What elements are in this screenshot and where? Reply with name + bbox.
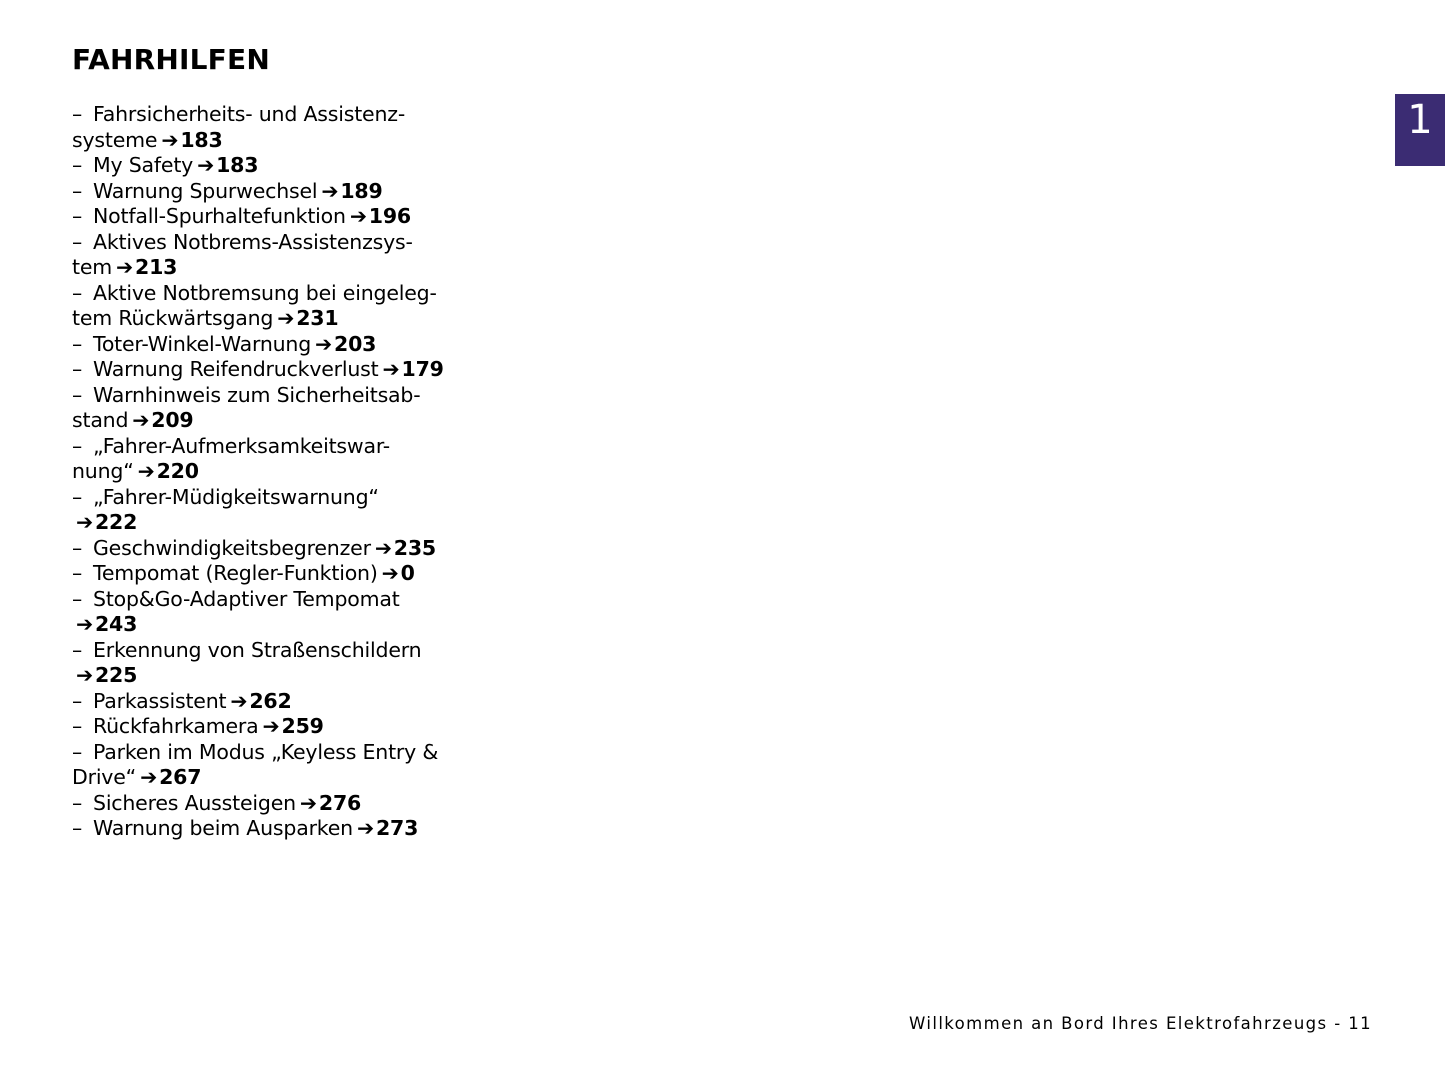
toc-entry-label: „Fahrer-Müdigkeitswarnung“: [93, 484, 379, 509]
toc-page-number[interactable]: 179: [401, 357, 444, 381]
arrow-right-icon: ➔: [197, 153, 215, 177]
toc-entry[interactable]: [72, 536, 472, 562]
toc-page-number[interactable]: 220: [156, 459, 199, 483]
toc-entry[interactable]: [72, 383, 472, 434]
toc-entry[interactable]: [72, 204, 472, 230]
list-dash: –: [72, 535, 83, 560]
list-dash: –: [72, 561, 83, 585]
arrow-right-icon: ➔: [321, 178, 339, 203]
toc-entry[interactable]: [72, 281, 472, 332]
toc-entry-label: systeme: [72, 127, 158, 152]
toc-page-number[interactable]: 183: [216, 153, 259, 177]
toc-entry-label: Toter-Winkel-Warnung: [93, 331, 312, 356]
toc-entry[interactable]: [72, 740, 472, 791]
toc-page-number[interactable]: 189: [340, 178, 383, 203]
list-dash: –: [72, 688, 83, 713]
toc-entry[interactable]: [72, 485, 472, 536]
toc-entry-label: stand: [72, 408, 129, 432]
toc-page-number[interactable]: 267: [159, 765, 202, 789]
arrow-right-icon: ➔: [116, 255, 134, 279]
arrow-right-icon: ➔: [356, 816, 374, 840]
arrow-right-icon: ➔: [76, 510, 93, 534]
toc-entry-label: Parken im Modus „Keyless Entry &: [93, 739, 439, 764]
arrow-right-icon: ➔: [230, 688, 248, 713]
list-dash: –: [72, 433, 83, 458]
toc-entry[interactable]: [72, 689, 472, 715]
toc-entry[interactable]: [72, 332, 472, 358]
toc-entry-label: nung“: [72, 459, 134, 483]
list-dash: –: [72, 178, 83, 203]
arrow-right-icon: ➔: [382, 357, 400, 381]
toc-entry-label: Drive“: [72, 765, 137, 789]
toc-entry[interactable]: [72, 102, 472, 153]
list-dash: –: [72, 790, 83, 815]
arrow-right-icon: ➔: [132, 408, 150, 432]
toc-page-number[interactable]: 213: [135, 255, 178, 279]
toc-entry-label: Warnung beim Ausparken: [93, 816, 353, 840]
toc-entry[interactable]: [72, 357, 472, 383]
list-dash: –: [72, 637, 83, 662]
toc-entry-label: Geschwindigkeitsbegrenzer: [93, 535, 371, 560]
arrow-right-icon: ➔: [76, 663, 93, 687]
chapter-number: 1: [1407, 97, 1433, 143]
chapter-tab[interactable]: [1395, 94, 1445, 166]
toc-entry-label: Aktives Notbrems-Assistenzsys-: [93, 229, 413, 254]
list-dash: –: [72, 739, 83, 764]
list-dash: –: [72, 586, 83, 611]
toc-page-number[interactable]: 262: [249, 688, 292, 713]
toc-entry[interactable]: [72, 434, 472, 485]
toc-entry-label: Notfall-Spurhaltefunktion: [93, 204, 346, 228]
arrow-right-icon: ➔: [374, 535, 392, 560]
arrow-right-icon: ➔: [299, 790, 317, 815]
list-dash: –: [72, 816, 83, 840]
toc-entry-label: Aktive Notbremsung bei eingeleg-: [93, 280, 437, 305]
list-dash: –: [72, 331, 83, 356]
toc-entry-label: My Safety: [93, 153, 194, 177]
toc-entry-label: Fahrsicherheits- und Assistenz-: [93, 102, 406, 126]
arrow-right-icon: ➔: [76, 612, 93, 636]
list-dash: –: [72, 229, 83, 254]
toc-page-number[interactable]: 259: [281, 714, 324, 738]
toc-entry-label: Warnung Spurwechsel: [93, 178, 318, 203]
list-dash: –: [72, 357, 83, 381]
toc-entry[interactable]: [72, 816, 472, 842]
arrow-right-icon: ➔: [315, 331, 333, 356]
toc-entry-label: Warnhinweis zum Sicherheitsab-: [93, 382, 421, 407]
toc-entry-label: „Fahrer-Aufmerksamkeitswar-: [93, 433, 390, 458]
toc-page-number[interactable]: 243: [94, 612, 138, 636]
toc-entry-label: Rückfahrkamera: [93, 714, 259, 738]
toc-entry-label: tem Rückwärtsgang: [72, 306, 274, 330]
list-dash: –: [72, 280, 83, 305]
toc-entry-label: Warnung Reifendruckverlust: [93, 357, 379, 381]
toc-page-number[interactable]: 225: [94, 663, 138, 687]
list-dash: –: [72, 102, 83, 126]
toc-entry-label: Erkennung von Straßenschildern: [93, 637, 422, 662]
toc-page-number[interactable]: 183: [180, 127, 223, 152]
toc-entry-label: Parkassistent: [93, 688, 227, 713]
arrow-right-icon: ➔: [262, 714, 280, 738]
toc-page-number[interactable]: 209: [151, 408, 194, 432]
arrow-right-icon: ➔: [277, 306, 295, 330]
toc-entry[interactable]: [72, 230, 472, 281]
toc-page-number[interactable]: 196: [368, 204, 411, 228]
toc-entry[interactable]: [72, 561, 472, 587]
list-dash: –: [72, 714, 83, 738]
toc-entry-label: Sicheres Aussteigen: [93, 790, 296, 815]
toc-entry[interactable]: [72, 638, 472, 689]
section-heading: FAHRHILFEN: [72, 43, 270, 76]
toc-entry-label: Tempomat (Regler-Funktion): [93, 561, 378, 585]
toc-page-number[interactable]: 276: [318, 790, 362, 815]
arrow-right-icon: ➔: [161, 127, 179, 152]
toc-page-number[interactable]: 231: [296, 306, 339, 330]
toc-page-number[interactable]: 273: [375, 816, 419, 840]
toc-entry-label: tem: [72, 255, 113, 279]
toc-entry[interactable]: [72, 587, 472, 638]
list-dash: –: [72, 153, 83, 177]
toc-entry[interactable]: [72, 179, 472, 205]
toc-page-number[interactable]: 0: [400, 561, 415, 585]
toc-entry[interactable]: [72, 791, 472, 817]
toc-entry-label: Stop&Go-Adaptiver Tempomat: [93, 586, 400, 611]
toc-list: [72, 102, 472, 842]
page-footer: Willkommen an Bord Ihres Elektrofahrzeugs - 11: [909, 1014, 1372, 1033]
arrow-right-icon: ➔: [381, 561, 399, 585]
arrow-right-icon: ➔: [140, 765, 158, 789]
arrow-right-icon: ➔: [349, 204, 367, 228]
toc-page-number[interactable]: 235: [393, 535, 436, 560]
list-dash: –: [72, 382, 83, 407]
toc-entry[interactable]: [72, 714, 472, 740]
toc-entry[interactable]: [72, 153, 472, 179]
list-dash: –: [72, 204, 83, 228]
toc-page-number[interactable]: 203: [334, 331, 377, 356]
arrow-right-icon: ➔: [137, 459, 155, 483]
toc-page-number[interactable]: 222: [94, 510, 138, 534]
list-dash: –: [72, 484, 83, 509]
